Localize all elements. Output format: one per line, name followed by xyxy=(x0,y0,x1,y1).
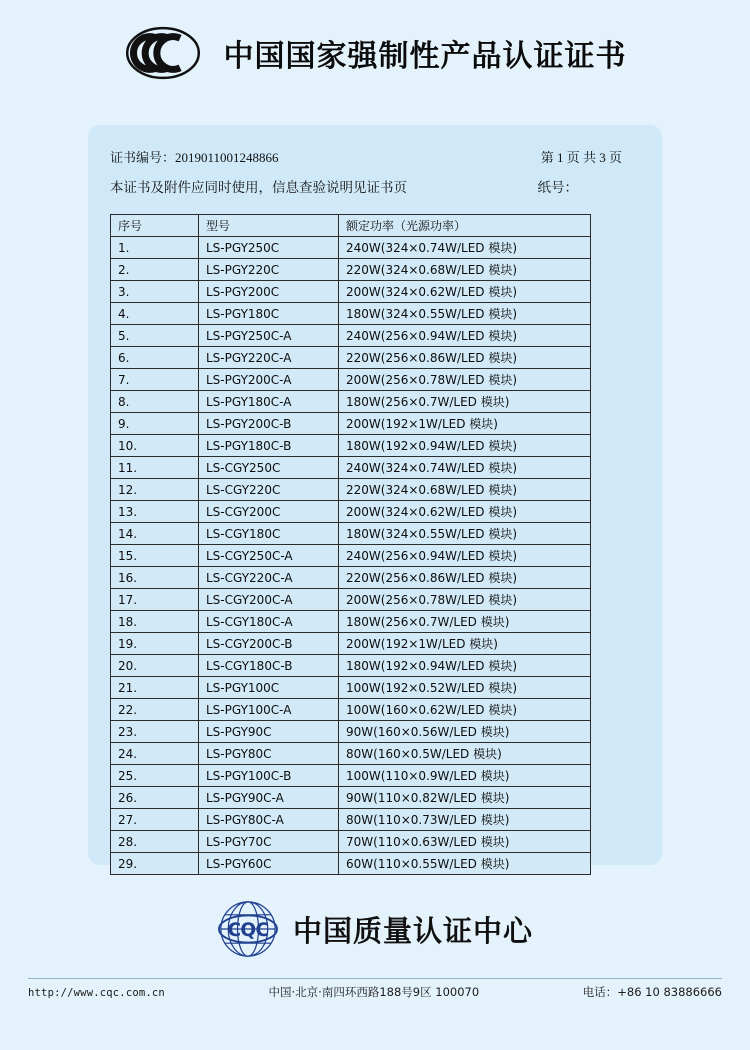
table-row xyxy=(111,237,591,259)
table-row xyxy=(111,457,591,479)
cell-model: LS-CGY200C xyxy=(199,501,339,523)
cell-index: 29. xyxy=(111,853,199,875)
cell-index: 13. xyxy=(111,501,199,523)
cell-model: LS-PGY250C xyxy=(199,237,339,259)
cell-model: LS-PGY100C-B xyxy=(199,765,339,787)
table-row xyxy=(111,831,591,853)
cell-index: 6. xyxy=(111,347,199,369)
cell-index: 2. xyxy=(111,259,199,281)
table-row xyxy=(111,347,591,369)
table-row xyxy=(111,303,591,325)
cell-model: LS-PGY90C-A xyxy=(199,787,339,809)
cell-power: 60W(110×0.55W/LED 模块) xyxy=(339,853,591,875)
cell-index: 4. xyxy=(111,303,199,325)
cell-power: 220W(324×0.68W/LED 模块) xyxy=(339,259,591,281)
cell-power: 80W(110×0.73W/LED 模块) xyxy=(339,809,591,831)
cell-index: 9. xyxy=(111,413,199,435)
cell-power: 200W(192×1W/LED 模块) xyxy=(339,413,591,435)
cell-index: 5. xyxy=(111,325,199,347)
cell-index: 14. xyxy=(111,523,199,545)
cell-index: 21. xyxy=(111,677,199,699)
table-row xyxy=(111,787,591,809)
cell-power: 240W(256×0.94W/LED 模块) xyxy=(339,545,591,567)
cell-power: 180W(256×0.7W/LED 模块) xyxy=(339,391,591,413)
cell-model: LS-CGY180C-B xyxy=(199,655,339,677)
telephone-number: 电话：+86 10 83886666 xyxy=(582,985,722,999)
cell-index: 22. xyxy=(111,699,199,721)
page-title: 中国国家强制性产品认证证书 xyxy=(223,39,627,74)
cell-power: 180W(324×0.55W/LED 模块) xyxy=(339,303,591,325)
cell-power: 220W(256×0.86W/LED 模块) xyxy=(339,347,591,369)
table-row xyxy=(111,435,591,457)
cell-model: LS-CGY250C xyxy=(199,457,339,479)
cell-power: 180W(192×0.94W/LED 模块) xyxy=(339,655,591,677)
model-table xyxy=(110,214,591,875)
table-row xyxy=(111,699,591,721)
cell-model: LS-PGY100C xyxy=(199,677,339,699)
table-row xyxy=(111,633,591,655)
cell-model: LS-CGY180C-A xyxy=(199,611,339,633)
column-header-index: 序号 xyxy=(111,215,199,237)
certificate-meta xyxy=(88,125,662,196)
cell-power: 100W(160×0.62W/LED 模块) xyxy=(339,699,591,721)
cell-power: 200W(256×0.78W/LED 模块) xyxy=(339,369,591,391)
cell-power: 100W(192×0.52W/LED 模块) xyxy=(339,677,591,699)
cell-model: LS-CGY250C-A xyxy=(199,545,339,567)
cell-power: 220W(324×0.68W/LED 模块) xyxy=(339,479,591,501)
table-row xyxy=(111,259,591,281)
table-row xyxy=(111,479,591,501)
table-row xyxy=(111,765,591,787)
table-row xyxy=(111,413,591,435)
cell-power: 80W(160×0.5W/LED 模块) xyxy=(339,743,591,765)
table-row xyxy=(111,743,591,765)
cell-power: 180W(324×0.55W/LED 模块) xyxy=(339,523,591,545)
footer-divider xyxy=(28,978,722,979)
table-row xyxy=(111,281,591,303)
cell-index: 19. xyxy=(111,633,199,655)
cell-index: 23. xyxy=(111,721,199,743)
cell-index: 10. xyxy=(111,435,199,457)
cell-power: 240W(256×0.94W/LED 模块) xyxy=(339,325,591,347)
cell-index: 28. xyxy=(111,831,199,853)
cell-power: 70W(110×0.63W/LED 模块) xyxy=(339,831,591,853)
cell-power: 180W(256×0.7W/LED 模块) xyxy=(339,611,591,633)
cell-model: LS-PGY180C xyxy=(199,303,339,325)
table-header-row xyxy=(111,215,591,237)
cell-power: 200W(324×0.62W/LED 模块) xyxy=(339,501,591,523)
cell-index: 3. xyxy=(111,281,199,303)
cqc-organization-name: 中国质量认证中心 xyxy=(292,913,533,948)
cell-model: LS-PGY100C-A xyxy=(199,699,339,721)
cell-model: LS-CGY180C xyxy=(199,523,339,545)
cell-index: 20. xyxy=(111,655,199,677)
cell-model: LS-PGY70C xyxy=(199,831,339,853)
cell-power: 200W(192×1W/LED 模块) xyxy=(339,633,591,655)
table-row xyxy=(111,501,591,523)
cell-model: LS-PGY90C xyxy=(199,721,339,743)
cell-model: LS-CGY200C-B xyxy=(199,633,339,655)
table-row xyxy=(111,567,591,589)
table-row xyxy=(111,655,591,677)
table-row xyxy=(111,853,591,875)
table-row xyxy=(111,721,591,743)
cell-index: 15. xyxy=(111,545,199,567)
footer-contact-bar xyxy=(28,984,722,1000)
cell-power: 240W(324×0.74W/LED 模块) xyxy=(339,457,591,479)
cell-index: 7. xyxy=(111,369,199,391)
cell-index: 26. xyxy=(111,787,199,809)
table-row xyxy=(111,369,591,391)
table-row xyxy=(111,523,591,545)
postal-address: 中国·北京·南四环西路188号9区 100070 xyxy=(268,985,480,999)
cell-model: LS-PGY220C-A xyxy=(199,347,339,369)
model-table-body xyxy=(111,237,591,875)
cell-model: LS-PGY200C xyxy=(199,281,339,303)
cell-power: 200W(324×0.62W/LED 模块) xyxy=(339,281,591,303)
cell-index: 25. xyxy=(111,765,199,787)
cell-power: 200W(256×0.78W/LED 模块) xyxy=(339,589,591,611)
certificate-header xyxy=(0,0,750,78)
cell-model: LS-PGY180C-B xyxy=(199,435,339,457)
cell-model: LS-PGY60C xyxy=(199,853,339,875)
svg-text:CQC: CQC xyxy=(227,919,269,941)
cell-model: LS-PGY250C-A xyxy=(199,325,339,347)
cell-power: 90W(110×0.82W/LED 模块) xyxy=(339,787,591,809)
cell-model: LS-PGY80C xyxy=(199,743,339,765)
cell-model: LS-PGY200C-A xyxy=(199,369,339,391)
cell-model: LS-CGY220C-A xyxy=(199,567,339,589)
table-row xyxy=(111,809,591,831)
cell-model: LS-PGY220C xyxy=(199,259,339,281)
cell-power: 100W(110×0.9W/LED 模块) xyxy=(339,765,591,787)
cell-index: 11. xyxy=(111,457,199,479)
certificate-number: 证书编号：2019011001248866 xyxy=(110,150,279,165)
ccc-logo-icon xyxy=(124,25,202,81)
cell-model: LS-PGY180C-A xyxy=(199,391,339,413)
table-row xyxy=(111,391,591,413)
column-header-model: 型号 xyxy=(199,215,339,237)
cell-index: 27. xyxy=(111,809,199,831)
cell-index: 12. xyxy=(111,479,199,501)
table-row xyxy=(111,589,591,611)
table-row xyxy=(111,545,591,567)
cell-model: LS-PGY200C-B xyxy=(199,413,339,435)
cell-power: 220W(256×0.86W/LED 模块) xyxy=(339,567,591,589)
cell-model: LS-CGY220C xyxy=(199,479,339,501)
cell-index: 1. xyxy=(111,237,199,259)
cell-index: 16. xyxy=(111,567,199,589)
cell-model: LS-CGY200C-A xyxy=(199,589,339,611)
cell-power: 180W(192×0.94W/LED 模块) xyxy=(339,435,591,457)
cell-index: 24. xyxy=(111,743,199,765)
table-row xyxy=(111,325,591,347)
table-row xyxy=(111,611,591,633)
usage-notice: 本证书及附件应同时使用，信息查验说明见证书页 xyxy=(110,180,407,196)
cell-index: 8. xyxy=(111,391,199,413)
page-indicator: 第 1 页 共 3 页 xyxy=(540,150,622,165)
cell-model: LS-PGY80C-A xyxy=(199,809,339,831)
paper-number-label: 纸号： xyxy=(537,180,578,196)
cell-index: 18. xyxy=(111,611,199,633)
cell-index: 17. xyxy=(111,589,199,611)
cell-power: 240W(324×0.74W/LED 模块) xyxy=(339,237,591,259)
website-link[interactable]: http://www.cqc.com.cn xyxy=(28,987,165,999)
table-row xyxy=(111,677,591,699)
cqc-globe-icon xyxy=(217,900,279,958)
model-table-container xyxy=(110,214,640,875)
cqc-brand xyxy=(0,900,750,958)
column-header-power: 额定功率（光源功率） xyxy=(339,215,591,237)
cell-power: 90W(160×0.56W/LED 模块) xyxy=(339,721,591,743)
certificate-panel xyxy=(88,125,662,871)
